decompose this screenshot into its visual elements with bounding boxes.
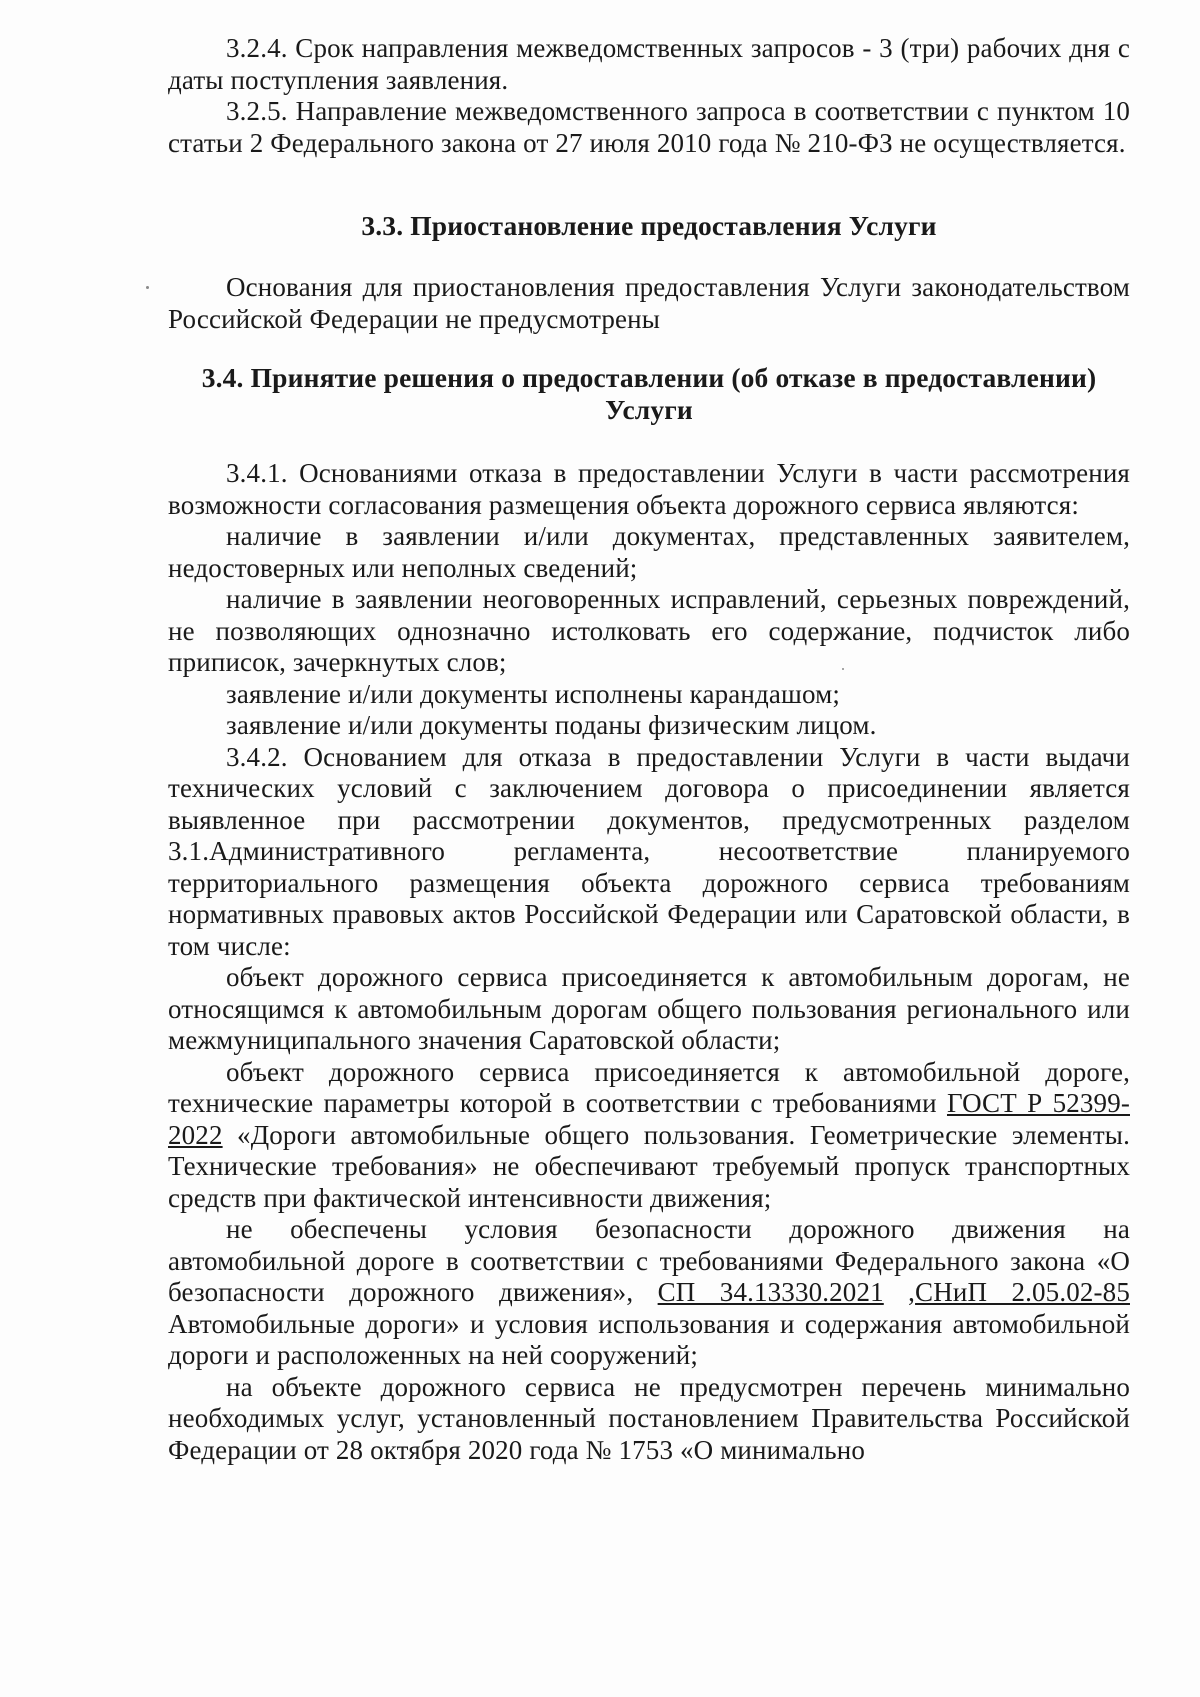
snip-reference-link[interactable]: СНиП 2.05.02-85 <box>915 1277 1130 1307</box>
paragraph-3-2-5: 3.2.5. Направление межведомственного запроса в соответствии с пунктом 10 статьи 2 Федерального закона от 27 июля 2010 года № 210-ФЗ не осуществляется. <box>168 96 1130 158</box>
list-item-3-4-2-b <box>168 1057 1130 1215</box>
list-item-3-4-2-a: объект дорожного сервиса присоединяется к автомобильным дорогам, не относящимся к автомобильным дорогам общего пользования регионального или межмуниципального значения Саратовской области; <box>168 962 1130 1055</box>
section-3-4-body <box>168 458 1130 1466</box>
list-item-3-4-2-c-text-end: Автомобильные дороги» и условия использования и содержания автомобильной дороги и расположенных на ней сооружений; <box>168 1308 1130 1370</box>
heading-3-4-container <box>168 362 1130 426</box>
heading-3-4-line-1: 3.4. Принятие решения о предоставлении (об отказе в предоставлении) <box>201 362 1097 393</box>
list-item-3-4-1-b: наличие в заявлении неоговоренных исправлений, серьезных повреждений, не позволяющих однозначно истолковать его содержание, подчисток либо приписок, зачеркнутых слов; <box>168 584 1130 677</box>
heading-3-3-container <box>168 210 1130 242</box>
list-item-3-4-2-c <box>168 1214 1130 1372</box>
list-item-3-4-1-c: заявление и/или документы исполнены карандашом; <box>226 678 840 709</box>
heading-3-3: 3.3. Приостановление предоставления Услуги <box>361 210 937 241</box>
list-item-3-4-2-b-text-end: «Дороги автомобильные общего пользования. Геометрические элементы. Технические требования» не обеспечивают требуемый пропуск транспортных средств при фактической интенсивности движения; <box>168 1119 1130 1213</box>
paragraph-3-4-1: 3.4.1. Основаниями отказа в предоставлении Услуги в части рассмотрения возможности согласования размещения объекта дорожного сервиса являются: <box>168 458 1130 520</box>
paragraph-3-3: Основания для приостановления предоставления Услуги законодательством Российской Федерации не предусмотрены <box>168 272 1130 334</box>
list-item-3-4-2-c-separator: , <box>883 1277 916 1307</box>
scan-speck <box>842 668 844 670</box>
list-item-3-4-1-d: заявление и/или документы поданы физическим лицом. <box>226 710 877 740</box>
list-item-3-4-1-a: наличие в заявлении и/или документах, представленных заявителем, недостоверных или неполных сведений; <box>168 521 1130 583</box>
scan-speck <box>146 286 149 289</box>
heading-3-4-line-2: Услуги <box>605 394 693 425</box>
list-item-3-4-2-c-text-start: не обеспечены условия безопасности дорожного движения на автомобильной дороге в соответствии с требованиями Федерального закона «О безопасности дорожного движения», <box>168 1214 1130 1307</box>
sp-reference-link[interactable]: СП 34.13330.2021 <box>657 1277 884 1307</box>
paragraph-3-4-2: 3.4.2. Основанием для отказа в предоставлении Услуги в части выдачи технических условий с заключением договора о присоединении является выявленное при рассмотрении документов, предусмотренных разделом 3.1.Административного регламента, несоответствие планируемого территориального размещения объекта дорожного сервиса требованиям нормативных правовых актов Российской Федерации или Саратовской области, в том числе: <box>168 741 1130 961</box>
gost-reference-link[interactable]: ГОСТ Р 52399-2022 <box>168 1088 1130 1150</box>
list-item-3-4-2-d: на объекте дорожного сервиса не предусмотрен перечень минимально необходимых услуг, установленный постановлением Правительства Российской Федерации от 28 октября 2020 года № 1753 «О минимально <box>168 1371 1130 1465</box>
section-3-2-continuation <box>168 33 1130 159</box>
paragraph-3-2-4: 3.2.4. Срок направления межведомственных запросов - 3 (три) рабочих дня с даты поступления заявления. <box>168 33 1130 95</box>
list-item-3-4-2-b-text-start: объект дорожного сервиса присоединяется к автомобильной дороге, технические параметры которой в соответствии с требованиями <box>168 1056 1130 1118</box>
section-3-3-body <box>168 272 1130 335</box>
